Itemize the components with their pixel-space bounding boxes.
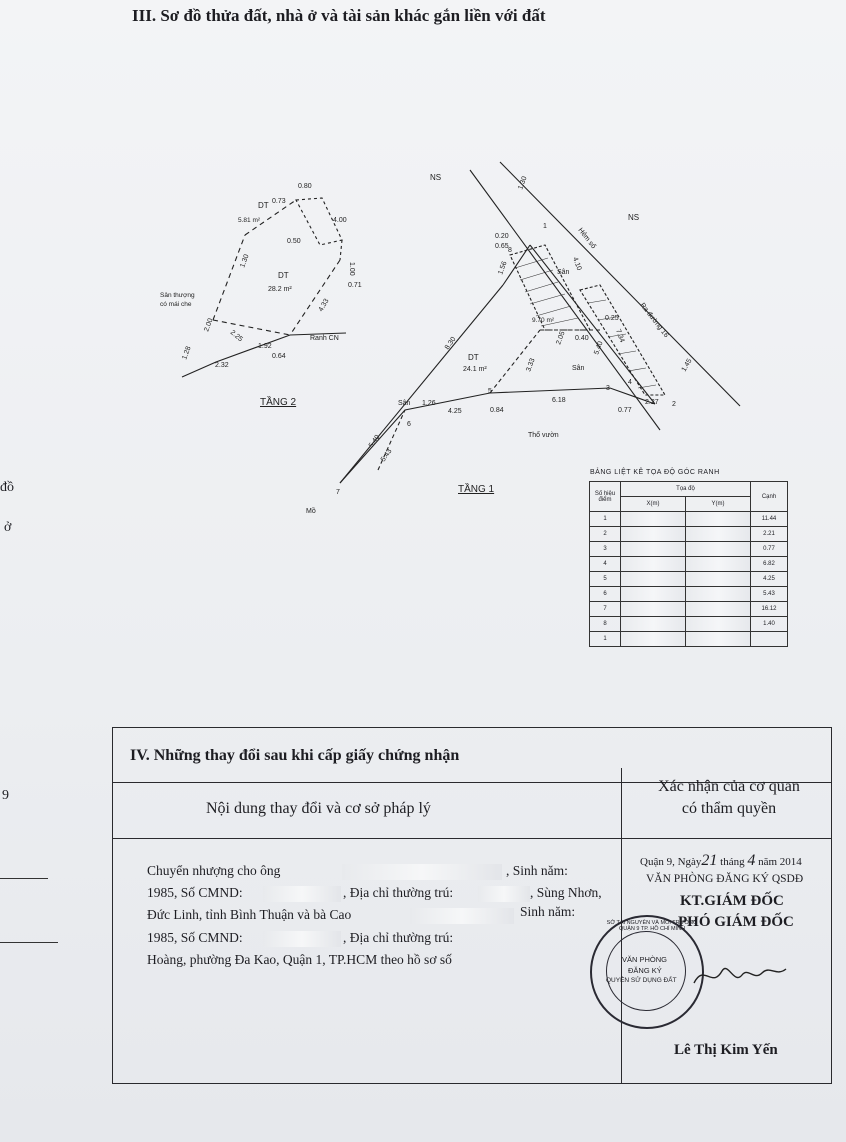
coord-header-y: Y(m) <box>686 497 751 512</box>
margin-line-2 <box>0 942 58 943</box>
f2-dim: 0.80 <box>298 183 312 190</box>
f1-dim: 0.20 <box>495 233 509 240</box>
table-row: 4 6.82 <box>590 557 788 572</box>
content-line4b: , Địa chỉ thường trú: <box>343 930 454 945</box>
table-row: 8 1.40 <box>590 617 788 632</box>
date-line: Quận 9, Ngày21 tháng 4 năm 2014 <box>640 852 802 869</box>
f1-dim: 0.65 <box>495 243 509 250</box>
f1-garden: Thổ vườn <box>528 432 559 439</box>
f2-dt-main-label: DT <box>278 271 289 280</box>
f1-point: 3 <box>606 385 610 392</box>
f1-point: 1 <box>543 223 547 230</box>
north-right: NS <box>628 213 640 222</box>
section4-title: IV. Những thay đổi sau khi cấp giấy chứng nhận <box>130 747 460 764</box>
f1-grave: Mồ <box>306 508 316 515</box>
redacted-field <box>342 864 502 880</box>
f1-yard1: Sân <box>557 269 570 276</box>
f1-point: 4 <box>628 379 632 386</box>
f2-balcony-label-2: có mái che <box>160 301 192 308</box>
office-name: VĂN PHÒNG ĐĂNG KÝ QSDĐ <box>646 873 804 885</box>
f1-dim: 1.26 <box>422 400 436 407</box>
f1-dim: 0.40 <box>575 335 589 342</box>
table-row: 6 5.43 <box>590 587 788 602</box>
f1-dim: 5.43 <box>379 447 394 464</box>
land-plot-diagram <box>0 150 846 520</box>
role-deputy: PHÓ GIÁM ĐỐC <box>678 914 794 930</box>
seal-text-1: VĂN PHÒNG <box>622 955 668 964</box>
floor2-balcony-edge <box>213 320 290 335</box>
f1-point: 7 <box>336 489 340 496</box>
f2-dim: 0.50 <box>287 238 301 245</box>
coord-header-edge: Cạnh <box>751 482 788 512</box>
table-row: 3 0.77 <box>590 542 788 557</box>
f2-boundary-label: Ranh CN <box>310 335 339 342</box>
f1-dim: 0.25 <box>605 315 619 322</box>
f2-dim: 4.00 <box>333 217 347 224</box>
content-line2c: , Sùng Nhơn, <box>530 885 602 900</box>
f1-dim: 1.30 <box>517 175 529 191</box>
road-line-1 <box>500 162 740 406</box>
f1-dt-label: DT <box>468 353 479 362</box>
margin-text-3: 9 <box>2 788 9 803</box>
margin-text-2: ở <box>4 520 12 535</box>
road-label-2: Ra đường 16 <box>638 301 670 340</box>
f1-dim: 7.34 <box>614 328 626 344</box>
f1-dim: 3.33 <box>525 357 537 373</box>
f1-dim: 5.40 <box>593 340 605 356</box>
signer-name: Lê Thị Kim Yến <box>674 1042 778 1058</box>
f1-dim: 2.27 <box>645 399 659 406</box>
content-line4a: 1985, Số CMND: <box>147 930 243 945</box>
f1-yard2: Sân <box>572 365 585 372</box>
f2-dim: 1.28 <box>181 345 193 361</box>
floor2-right-edge <box>290 260 340 335</box>
f1-dim: 8.30 <box>443 335 458 352</box>
f1-dim: 5.40 <box>367 433 382 450</box>
f1-dt-value: 24.1 m² <box>463 366 487 373</box>
margin-text-1: đồ <box>0 480 14 495</box>
content-line5: Hoàng, phường Đa Kao, Quận 1, TP.HCM theo hồ sơ số <box>147 952 452 967</box>
floor1-caption: TẦNG 1 <box>458 484 495 495</box>
content-line2a: 1985, Số CMND: <box>147 885 243 900</box>
f1-point: 6 <box>407 421 411 428</box>
road-line-2 <box>470 170 660 430</box>
redacted-field <box>410 908 514 924</box>
seal-text-3: QUYỀN SỬ DỤNG ĐẤT <box>606 977 677 984</box>
f1-dim: 0.84 <box>490 407 504 414</box>
date-month: 4 <box>747 852 756 869</box>
f2-dim: 2.32 <box>215 362 229 369</box>
f1-dim: 4.10 <box>571 256 583 272</box>
margin-line-1 <box>0 878 48 879</box>
table-row: 1 11.44 <box>590 512 788 527</box>
coord-header-x: X(m) <box>621 497 686 512</box>
f2-dim: 0.71 <box>348 282 362 289</box>
seal-ring-text: SỞ TÀI NGUYÊN VÀ MÔI TRƯỜNG QUẬN 9 TP. HỒ CHÍ MINH <box>606 920 698 932</box>
f2-dim: 0.64 <box>272 353 286 360</box>
signature <box>690 955 800 995</box>
f1-yard3: Sân <box>398 400 411 407</box>
f1-dim: 6.18 <box>552 397 566 404</box>
road-label-1: Hẻm số <box>576 226 597 251</box>
f2-dt-small-value: 5.81 m² <box>238 217 261 224</box>
content-line2b: , Địa chỉ thường trú: <box>343 885 454 900</box>
redacted-field <box>263 886 341 902</box>
table-row: 2 2.21 <box>590 527 788 542</box>
redacted-field <box>478 886 530 902</box>
f2-dt-main-value: 28.2 m² <box>268 286 292 293</box>
redacted-field <box>263 931 341 947</box>
table-row: 1 <box>590 632 788 647</box>
f2-dim: 1.92 <box>258 343 272 350</box>
table-row: 7 16.12 <box>590 602 788 617</box>
floor2-left-edge <box>213 235 245 320</box>
confirmation-line-2: có thẩm quyền <box>681 800 777 817</box>
column-header-confirmation <box>624 776 834 820</box>
confirmation-line-1: Xác nhận của cơ quan <box>658 778 800 795</box>
content-line1b: , Sinh năm: <box>506 863 568 878</box>
coord-header-point: Số hiệu điểm <box>590 482 621 512</box>
f2-dim: 2.00 <box>203 317 215 333</box>
f1-dim: 0.77 <box>618 407 632 414</box>
f2-balcony-label: Sân thượng <box>160 292 195 299</box>
f1-dim: 1.56 <box>497 260 509 276</box>
column-header-changes: Nội dung thay đổi và cơ sở pháp lý <box>206 800 431 817</box>
f1-dim: 2.05 <box>555 330 567 346</box>
north-left: NS <box>430 173 442 182</box>
table-row: 5 4.25 <box>590 572 788 587</box>
f1-dim: 1.45 <box>680 357 694 373</box>
coord-table <box>589 481 788 647</box>
divider <box>112 838 832 839</box>
section3-title: III. Sơ đồ thửa đất, nhà ở và tài sản khác gắn liền với đất <box>132 6 546 25</box>
role-director: KT.GIÁM ĐỐC <box>680 893 784 909</box>
f2-dim: 4.33 <box>317 297 331 313</box>
f2-dim: 1.00 <box>348 262 355 276</box>
floor1-left-edge <box>340 285 503 483</box>
f2-dim: 0.73 <box>272 198 286 205</box>
f1-small-area: 9.70 m² <box>532 317 555 324</box>
content-line1a: Chuyển nhượng cho ông <box>147 863 281 878</box>
date-day: 21 <box>701 852 718 869</box>
f2-dim: 2.25 <box>228 329 244 344</box>
content-line3a: Đức Linh, tỉnh Bình Thuận và bà Cao <box>147 907 352 922</box>
f1-dim: 4.25 <box>448 408 462 415</box>
f1-point: 5 <box>488 388 492 395</box>
coord-table-title: BẢNG LIỆT KÊ TỌA ĐỘ GÓC RANH <box>590 469 720 476</box>
floor2-caption: TẦNG 2 <box>260 397 297 408</box>
coord-header-coord: Tọa độ <box>621 482 751 497</box>
content-line3b: Sinh năm: <box>520 904 576 919</box>
f2-dt-small-label: DT <box>258 201 269 210</box>
f2-dim: 1.30 <box>239 253 251 269</box>
f1-point: 8 <box>508 247 512 254</box>
seal-text-2: ĐĂNG KÝ <box>628 966 662 975</box>
f1-point: 2 <box>672 401 676 408</box>
